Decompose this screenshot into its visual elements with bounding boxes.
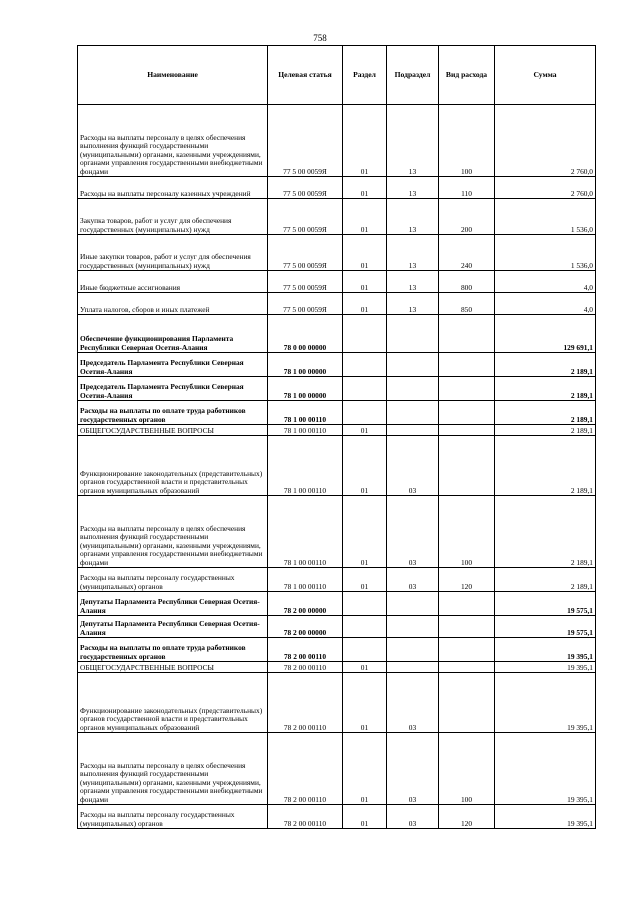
cell-name: Иные бюджетные ассигнования [78,271,268,293]
cell-expense [439,353,495,377]
table-row [78,638,596,662]
cell-name: ОБЩЕГОСУДАРСТВЕННЫЕ ВОПРОСЫ [78,662,268,673]
cell-expense: 120 [439,568,495,592]
cell-section [343,592,387,616]
cell-target: 78 1 00 00110 [268,568,343,592]
cell-name: Расходы на выплаты персоналу в целях обеспечения выполнения функций государственными (муниципальными) органами, казенными учреждениями, органами управления государственными внебюджетными фондами [78,496,268,568]
cell-subsection: 03 [387,568,439,592]
cell-section: 01 [343,673,387,733]
cell-section: 01 [343,293,387,315]
table-row [78,425,596,436]
cell-name: Функционирование законодательных (представительных) органов государственной власти и представительных органов муниципальных образований [78,436,268,496]
cell-target: 78 1 00 00110 [268,425,343,436]
table-row [78,568,596,592]
cell-section [343,377,387,401]
cell-name: Депутаты Парламента Республики Северная Осетия-Алания [78,592,268,616]
table-row [78,177,596,199]
cell-amount: 1 536,0 [495,235,596,271]
cell-amount: 19 395,1 [495,805,596,829]
cell-subsection [387,401,439,425]
cell-amount: 2 189,1 [495,377,596,401]
cell-subsection: 03 [387,673,439,733]
cell-expense: 100 [439,105,495,177]
cell-amount: 4,0 [495,293,596,315]
cell-name: ОБЩЕГОСУДАРСТВЕННЫЕ ВОПРОСЫ [78,425,268,436]
cell-subsection: 03 [387,805,439,829]
cell-section: 01 [343,271,387,293]
cell-subsection [387,616,439,638]
cell-target: 77 5 00 0059Я [268,235,343,271]
table-row [78,436,596,496]
cell-expense: 100 [439,733,495,805]
cell-section: 01 [343,105,387,177]
table-row [78,401,596,425]
table-row [78,616,596,638]
cell-target: 78 1 00 00000 [268,377,343,401]
cell-subsection [387,638,439,662]
budget-table [77,45,596,829]
cell-name: Депутаты Парламента Республики Северная Осетия-Алания [78,616,268,638]
cell-amount: 2 189,1 [495,401,596,425]
cell-subsection: 13 [387,177,439,199]
cell-subsection [387,662,439,673]
cell-expense [439,673,495,733]
cell-name: Расходы на выплаты по оплате труда работников государственных органов [78,638,268,662]
cell-name: Расходы на выплаты персоналу казенных учреждений [78,177,268,199]
cell-expense [439,638,495,662]
cell-expense: 200 [439,199,495,235]
cell-name: Расходы на выплаты персоналу государственных (муниципальных) органов [78,805,268,829]
cell-section: 01 [343,425,387,436]
cell-amount: 2 189,1 [495,425,596,436]
table-row [78,315,596,353]
cell-amount: 2 189,1 [495,353,596,377]
cell-target: 77 5 00 0059Я [268,293,343,315]
cell-target: 78 2 00 00000 [268,616,343,638]
cell-subsection: 13 [387,293,439,315]
cell-expense [439,616,495,638]
cell-target: 78 2 00 00110 [268,805,343,829]
cell-section: 01 [343,733,387,805]
cell-subsection: 13 [387,105,439,177]
cell-name: Председатель Парламента Республики Северная Осетия-Алания [78,377,268,401]
table-row [78,496,596,568]
table-row [78,592,596,616]
cell-section [343,353,387,377]
table-row [78,293,596,315]
header-section: Раздел [343,46,387,105]
cell-section: 01 [343,496,387,568]
cell-expense [439,315,495,353]
cell-subsection [387,377,439,401]
cell-amount: 2 189,1 [495,496,596,568]
cell-amount: 2 760,0 [495,177,596,199]
cell-section: 01 [343,199,387,235]
table-row [78,353,596,377]
cell-expense: 120 [439,805,495,829]
cell-target: 77 5 00 0059Я [268,177,343,199]
table-row [78,805,596,829]
cell-expense: 100 [439,496,495,568]
header-target: Целевая статья [268,46,343,105]
cell-expense [439,436,495,496]
cell-target: 77 5 00 0059Я [268,271,343,293]
header-name: Наименование [78,46,268,105]
cell-subsection [387,425,439,436]
cell-expense [439,425,495,436]
cell-name: Уплата налогов, сборов и иных платежей [78,293,268,315]
cell-expense [439,662,495,673]
cell-target: 78 0 00 00000 [268,315,343,353]
cell-section [343,638,387,662]
cell-amount: 1 536,0 [495,199,596,235]
cell-target: 78 2 00 00000 [268,592,343,616]
cell-name: Расходы на выплаты персоналу в целях обеспечения выполнения функций государственными (муниципальными) органами, казенными учреждениями, органами управления государственными внебюджетными фондами [78,733,268,805]
cell-name: Функционирование законодательных (представительных) органов государственной власти и представительных органов муниципальных образований [78,673,268,733]
cell-target: 78 2 00 00110 [268,662,343,673]
cell-expense [439,401,495,425]
table-row [78,733,596,805]
cell-expense [439,377,495,401]
cell-subsection: 03 [387,436,439,496]
cell-subsection [387,353,439,377]
cell-amount: 2 189,1 [495,568,596,592]
cell-amount: 19 395,1 [495,638,596,662]
table-row [78,662,596,673]
cell-target: 78 2 00 00110 [268,673,343,733]
table-row [78,235,596,271]
cell-amount: 129 691,1 [495,315,596,353]
cell-name: Обеспечение функционирования Парламента Республики Северная Осетия-Алания [78,315,268,353]
cell-target: 77 5 00 0059Я [268,105,343,177]
cell-target: 78 2 00 00110 [268,733,343,805]
cell-amount: 19 395,1 [495,673,596,733]
cell-subsection: 13 [387,199,439,235]
cell-amount: 19 395,1 [495,733,596,805]
cell-amount: 2 189,1 [495,436,596,496]
table-body [78,105,596,829]
cell-section: 01 [343,436,387,496]
table-row [78,105,596,177]
cell-target: 78 1 00 00110 [268,401,343,425]
cell-amount: 19 575,1 [495,592,596,616]
cell-amount: 19 575,1 [495,616,596,638]
cell-subsection [387,592,439,616]
cell-expense: 800 [439,271,495,293]
table-row [78,271,596,293]
cell-subsection: 03 [387,733,439,805]
cell-target: 78 2 00 00110 [268,638,343,662]
cell-section: 01 [343,662,387,673]
cell-section: 01 [343,568,387,592]
cell-subsection: 03 [387,496,439,568]
cell-subsection [387,315,439,353]
header-amount: Сумма [495,46,596,105]
cell-target: 78 1 00 00110 [268,436,343,496]
cell-subsection: 13 [387,271,439,293]
table-row [78,673,596,733]
cell-amount: 2 760,0 [495,105,596,177]
cell-expense [439,592,495,616]
cell-target: 78 1 00 00000 [268,353,343,377]
cell-target: 77 5 00 0059Я [268,199,343,235]
page-number: 758 [313,33,327,43]
cell-name: Расходы на выплаты по оплате труда работников государственных органов [78,401,268,425]
cell-name: Иные закупки товаров, работ и услуг для обеспечения государственных (муниципальных) нужд [78,235,268,271]
cell-section [343,315,387,353]
cell-name: Расходы на выплаты персоналу государственных (муниципальных) органов [78,568,268,592]
table-row [78,199,596,235]
cell-subsection: 13 [387,235,439,271]
cell-target: 78 1 00 00110 [268,496,343,568]
cell-section: 01 [343,235,387,271]
cell-section [343,616,387,638]
cell-section [343,401,387,425]
cell-name: Закупка товаров, работ и услуг для обеспечения государственных (муниципальных) нужд [78,199,268,235]
cell-amount: 19 395,1 [495,662,596,673]
cell-section: 01 [343,177,387,199]
cell-name: Расходы на выплаты персоналу в целях обеспечения выполнения функций государственными (муниципальными) органами, казенными учреждениями, органами управления государственными внебюджетными фондами [78,105,268,177]
cell-section: 01 [343,805,387,829]
cell-amount: 4,0 [495,271,596,293]
cell-name: Председатель Парламента Республики Северная Осетия-Алания [78,353,268,377]
table-header-row [78,46,596,105]
header-expense: Вид расхода [439,46,495,105]
cell-expense: 110 [439,177,495,199]
cell-expense: 850 [439,293,495,315]
header-subsection: Подраздел [387,46,439,105]
cell-expense: 240 [439,235,495,271]
table-row [78,377,596,401]
